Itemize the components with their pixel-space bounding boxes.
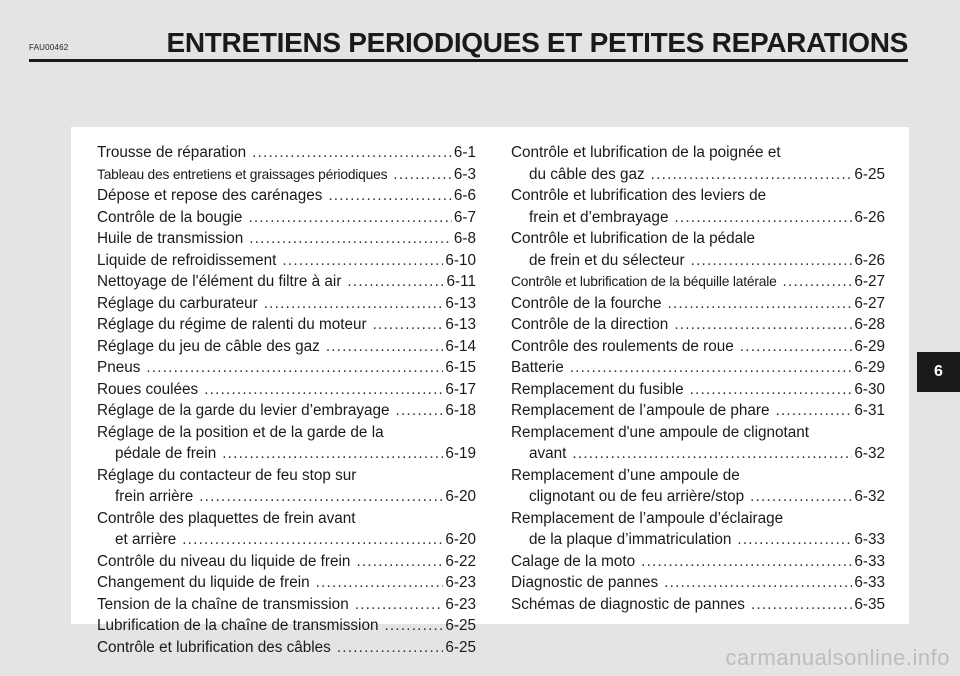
dot-leader xyxy=(783,271,853,293)
dot-leader xyxy=(396,400,444,422)
toc-page-number: 6-25 xyxy=(445,617,476,634)
document-code: FAU00462 xyxy=(29,43,69,52)
dot-leader xyxy=(751,594,853,616)
dot-leader xyxy=(750,486,852,508)
toc-entry-title: Contrôle du niveau du liquide de frein xyxy=(97,552,351,570)
toc-entry-title: Contrôle et lubrification des leviers de xyxy=(511,187,767,204)
toc-page-number: 6-23 xyxy=(445,595,476,613)
toc-entry-title: Remplacement de l’ampoule d’éclairage xyxy=(511,509,784,527)
toc-page-number: 6-13 xyxy=(445,294,476,312)
toc-page-number: 6-33 xyxy=(854,552,885,570)
toc-entry-title: Réglage du carburateur xyxy=(97,294,258,312)
toc-entry[interactable] xyxy=(97,314,476,336)
toc-page-number: 6-8 xyxy=(453,230,476,247)
toc-page-number: 6-20 xyxy=(445,531,476,548)
toc-entry[interactable] xyxy=(511,271,885,293)
toc-page-number: 6-10 xyxy=(445,251,476,269)
toc-entry-title: Contrôle de la bougie xyxy=(97,208,243,226)
toc-entry-title: Schémas de diagnostic de pannes xyxy=(511,595,745,613)
toc-page-number: 6-32 xyxy=(854,445,885,462)
dot-leader xyxy=(282,250,443,272)
toc-entry-title: Contrôle et lubrification des câbles xyxy=(97,638,331,656)
toc-entry-title: Réglage de la garde du levier d’embrayage xyxy=(97,402,390,419)
toc-entry-title: de la plaque d’immatriculation xyxy=(529,531,732,548)
toc-page-number: 6-6 xyxy=(453,187,476,204)
toc-entry-title: Roues coulées xyxy=(97,380,199,398)
toc-entry-title: Contrôle et lubrification de la béquille latérale xyxy=(511,274,777,289)
toc-page-number: 6-26 xyxy=(854,208,885,226)
toc-entry-title: Diagnostic de pannes xyxy=(511,574,659,591)
dot-leader xyxy=(373,314,444,336)
toc-page-number: 6-14 xyxy=(445,337,476,355)
toc-panel xyxy=(71,127,909,656)
toc-entry-title: Contrôle et lubrification de la poignée et xyxy=(511,144,781,161)
dot-leader xyxy=(572,443,852,465)
toc-page-number: 6-15 xyxy=(445,359,476,376)
toc-page-number: 6-26 xyxy=(854,251,885,269)
toc-entry-title: Contrôle des plaquettes de frein avant xyxy=(97,509,356,527)
dot-leader xyxy=(182,529,443,551)
toc-page-number: 6-29 xyxy=(854,337,885,355)
toc-entry-title: Changement du liquide de frein xyxy=(97,574,310,591)
toc-page-number: 6-1 xyxy=(453,144,476,161)
toc-entry-title: Remplacement d’une ampoule de xyxy=(511,466,740,484)
dot-leader xyxy=(316,572,444,594)
toc-entry-title: Batterie xyxy=(511,359,564,376)
toc-entry-title: Nettoyage de l'élément du filtre à air xyxy=(97,273,342,290)
dot-leader xyxy=(737,529,852,551)
toc-entry-title: Trousse de réparation xyxy=(97,144,247,161)
dot-leader xyxy=(248,207,451,229)
toc-entry[interactable] xyxy=(97,357,476,379)
toc-page-number: 6-33 xyxy=(854,574,885,591)
dot-leader xyxy=(384,615,443,637)
dot-leader xyxy=(641,551,852,573)
toc-page-number: 6-18 xyxy=(445,402,476,419)
toc-entry-title: Remplacement de l’ampoule de phare xyxy=(511,402,770,419)
toc-entry[interactable] xyxy=(97,572,476,594)
toc-entry[interactable] xyxy=(511,228,885,271)
toc-entry[interactable] xyxy=(97,336,476,358)
dot-leader xyxy=(776,400,853,422)
toc-entry-title: Huile de transmission xyxy=(97,230,244,247)
toc-entry[interactable] xyxy=(97,185,476,207)
toc-entry-title: Calage de la moto xyxy=(511,552,636,570)
toc-page-number: 6-29 xyxy=(854,359,885,376)
dot-leader xyxy=(393,164,452,186)
toc-entry[interactable] xyxy=(511,594,885,616)
toc-entry-title: pédale de frein xyxy=(115,445,217,462)
toc-entry[interactable] xyxy=(511,185,885,228)
toc-entry[interactable] xyxy=(97,508,476,551)
page-header xyxy=(0,0,960,70)
toc-entry-title: Pneus xyxy=(97,359,141,376)
toc-entry[interactable] xyxy=(511,357,885,379)
dot-leader xyxy=(651,164,853,186)
chapter-tab[interactable]: 6 xyxy=(917,352,960,392)
toc-page-number: 6-25 xyxy=(445,638,476,656)
toc-entry-title: avant xyxy=(529,445,567,462)
toc-page-number: 6-33 xyxy=(854,531,885,548)
toc-entry[interactable] xyxy=(511,293,885,315)
toc-entry[interactable] xyxy=(511,336,885,358)
toc-page-number: 6-20 xyxy=(445,488,476,505)
toc-entry-title: Tension de la chaîne de transmission xyxy=(97,595,349,613)
toc-entry-title: Liquide de refroidissement xyxy=(97,251,277,269)
toc-entry-title: de frein et du sélecteur xyxy=(529,251,685,269)
toc-entry[interactable] xyxy=(97,594,476,616)
toc-entry[interactable] xyxy=(97,142,476,164)
toc-entry[interactable] xyxy=(511,142,885,185)
toc-page-number: 6-3 xyxy=(453,165,476,183)
toc-entry-title: clignotant ou de feu arrière/stop xyxy=(529,488,745,505)
toc-entry-title: Remplacement du fusible xyxy=(511,380,684,398)
toc-page-number: 6-27 xyxy=(854,273,885,290)
dot-leader xyxy=(328,185,452,207)
toc-entry-title: Réglage de la position et de la garde de la xyxy=(97,423,384,441)
toc-page-number: 6-35 xyxy=(854,595,885,613)
dot-leader xyxy=(337,637,444,659)
toc-entry-title: Lubrification de la chaîne de transmission xyxy=(97,617,379,634)
toc-entry[interactable] xyxy=(97,164,476,186)
dot-leader xyxy=(264,293,444,315)
toc-entry-title: Contrôle et lubrification de la pédale xyxy=(511,230,756,247)
toc-entry-title: Réglage du contacteur de feu stop sur xyxy=(97,466,357,484)
toc-page-number: 6-31 xyxy=(854,402,885,419)
toc-column-right xyxy=(511,142,885,615)
watermark: carmanualsonline.info xyxy=(725,645,950,670)
toc-entry[interactable] xyxy=(97,551,476,573)
toc-page-number: 6-28 xyxy=(854,316,885,333)
toc-page-number: 6-7 xyxy=(453,208,476,226)
toc-page-number: 6-32 xyxy=(854,488,885,505)
toc-page-number: 6-13 xyxy=(445,316,476,333)
toc-entry[interactable] xyxy=(511,314,885,336)
dot-leader xyxy=(146,357,443,379)
toc-entry[interactable] xyxy=(511,572,885,594)
toc-entry-title: Réglage du régime de ralenti du moteur xyxy=(97,316,367,333)
dot-leader xyxy=(355,594,444,616)
toc-entry-title: Dépose et repose des carénages xyxy=(97,187,323,204)
toc-page-number: 6-25 xyxy=(854,165,885,183)
toc-page-number: 6-30 xyxy=(854,380,885,398)
toc-entry-title: du câble des gaz xyxy=(529,165,645,183)
header-rule xyxy=(29,59,908,62)
dot-leader xyxy=(222,443,443,465)
toc-entry[interactable] xyxy=(511,551,885,573)
dot-leader xyxy=(690,379,853,401)
toc-entry[interactable] xyxy=(97,379,476,401)
toc-page-number: 6-11 xyxy=(446,273,476,290)
toc-entry[interactable] xyxy=(97,615,476,637)
toc-entry-title: frein et d’embrayage xyxy=(529,208,669,226)
dot-leader xyxy=(199,486,443,508)
dot-leader xyxy=(204,379,443,401)
toc-entry-title: Tableau des entretiens et graissages périodiques xyxy=(97,166,388,182)
dot-leader xyxy=(674,207,852,229)
toc-entry-title: Contrôle de la direction xyxy=(511,316,669,333)
dot-leader xyxy=(740,336,853,358)
toc-entry-title: Contrôle de la fourche xyxy=(511,294,662,312)
toc-entry[interactable] xyxy=(97,293,476,315)
dot-leader xyxy=(668,293,853,315)
chapter-title: ENTRETIENS PERIODIQUES ET PETITES REPARATIONS xyxy=(166,27,908,58)
dot-leader xyxy=(356,551,443,573)
toc-page-number: 6-17 xyxy=(445,380,476,398)
toc-entry[interactable] xyxy=(97,400,476,422)
toc-entry[interactable] xyxy=(511,379,885,401)
toc-entry[interactable] xyxy=(97,271,476,293)
toc-page-number: 6-23 xyxy=(445,574,476,591)
toc-entry[interactable] xyxy=(97,228,476,250)
dot-leader xyxy=(664,572,852,594)
toc-entry[interactable] xyxy=(97,637,476,659)
dot-leader xyxy=(347,271,444,293)
toc-page-number: 6-19 xyxy=(445,445,476,462)
toc-entry[interactable] xyxy=(97,250,476,272)
dot-leader xyxy=(674,314,852,336)
toc-entry[interactable] xyxy=(97,465,476,508)
dot-leader xyxy=(252,142,452,164)
toc-entry-title: Contrôle des roulements de roue xyxy=(511,337,734,355)
toc-page-number: 6-22 xyxy=(445,552,476,570)
dot-leader xyxy=(249,228,452,250)
dot-leader xyxy=(570,357,853,379)
dot-leader xyxy=(326,336,444,358)
dot-leader xyxy=(691,250,853,272)
toc-entry[interactable] xyxy=(511,508,885,551)
toc-column-left xyxy=(97,142,476,658)
toc-entry-title: frein arrière xyxy=(115,488,194,505)
toc-entry[interactable] xyxy=(511,465,885,508)
toc-entry[interactable] xyxy=(511,400,885,422)
toc-entry[interactable] xyxy=(97,422,476,465)
toc-entry[interactable] xyxy=(511,422,885,465)
toc-entry-title: Remplacement d'une ampoule de clignotant xyxy=(511,423,809,441)
toc-entry-title: Réglage du jeu de câble des gaz xyxy=(97,337,320,355)
toc-page-number: 6-27 xyxy=(854,294,885,312)
toc-entry-title: et arrière xyxy=(115,531,177,548)
toc-entry[interactable] xyxy=(97,207,476,229)
